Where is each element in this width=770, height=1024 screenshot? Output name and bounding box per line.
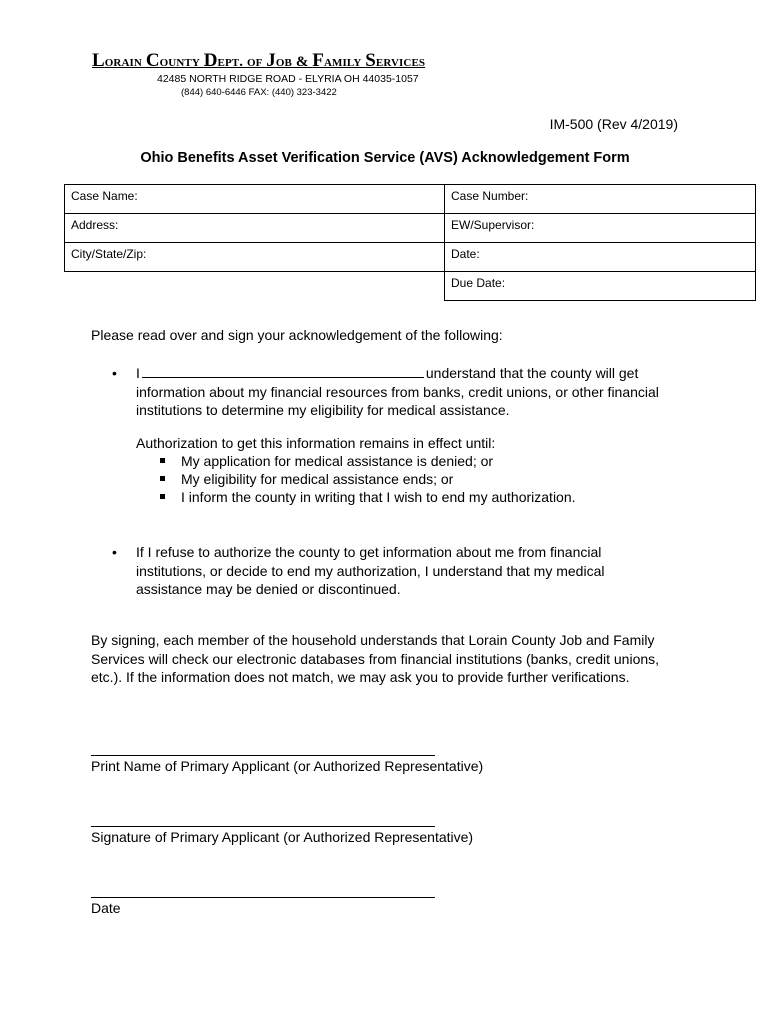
form-number: IM-500 (Rev 4/2019) <box>549 116 678 132</box>
bullet1-text: understand that the county will get information about my financial resources from banks, credit unions, or other financial institutions to determine my eligibility for medical assistance. <box>136 365 659 418</box>
intro-text: Please read over and sign your acknowledgement of the following: <box>91 327 503 343</box>
authorization-heading: Authorization to get this information remains in effect until: <box>136 435 496 451</box>
case-number-field[interactable]: Case Number: <box>445 185 756 214</box>
bullet-dot-icon: • <box>112 544 117 560</box>
date-line[interactable] <box>91 897 435 898</box>
bullet2-text: If I refuse to authorize the county to get information about me from financial institutions, or decide to end my authorization, I understand that my medical assistance may be denied or discontinued. <box>136 544 605 597</box>
print-name-line[interactable] <box>91 755 435 756</box>
signature-label: Signature of Primary Applicant (or Authorized Representative) <box>91 829 474 845</box>
authorization-section <box>136 434 576 506</box>
agency-address: 42485 NORTH RIDGE ROAD - ELYRIA OH 44035-1057 <box>157 73 419 85</box>
authorization-item-text: My eligibility for medical assistance ends; or <box>181 471 454 487</box>
address-field[interactable]: Address: <box>65 214 445 243</box>
square-bullet-icon <box>160 494 165 499</box>
square-bullet-icon <box>160 476 165 481</box>
applicant-name-blank[interactable] <box>142 364 424 378</box>
city-state-zip-field[interactable]: City/State/Zip: <box>65 243 445 272</box>
authorization-item <box>136 488 576 506</box>
authorization-item-text: I inform the county in writing that I wish to end my authorization. <box>181 489 576 505</box>
case-info-table <box>64 184 756 301</box>
date-field[interactable]: Date: <box>445 243 756 272</box>
signature-line[interactable] <box>91 826 435 827</box>
form-title: Ohio Benefits Asset Verification Service (AVS) Acknowledgement Form <box>140 150 630 166</box>
authorization-item-text: My application for medical assistance is denied; or <box>181 453 494 469</box>
print-name-label: Print Name of Primary Applicant (or Authorized Representative) <box>91 758 484 774</box>
authorization-item <box>136 470 576 488</box>
agency-phone-fax: (844) 640-6446 FAX: (440) 323-3422 <box>181 87 337 98</box>
ew-supervisor-field[interactable]: EW/Supervisor: <box>445 214 756 243</box>
bullet-dot-icon: • <box>112 365 117 381</box>
date-label: Date <box>91 900 121 916</box>
table-empty-cell <box>65 272 445 301</box>
due-date-field[interactable]: Due Date: <box>445 272 756 301</box>
acknowledgement-bullet-1 <box>112 364 672 420</box>
square-bullet-icon <box>160 458 165 463</box>
bullet1-prefix: I <box>136 365 140 381</box>
acknowledgement-bullet-2 <box>112 543 672 599</box>
authorization-item <box>136 452 576 470</box>
agency-name: Lorain County Dept. of Job & Family Services <box>92 50 426 71</box>
closing-paragraph: By signing, each member of the household understands that Lorain County Job and Family Services will check our electronic databases from financial institutions (banks, credit unions, etc.). If the information does not match, we may ask you to provide further verifications. <box>91 632 660 685</box>
case-name-field[interactable]: Case Name: <box>65 185 445 214</box>
